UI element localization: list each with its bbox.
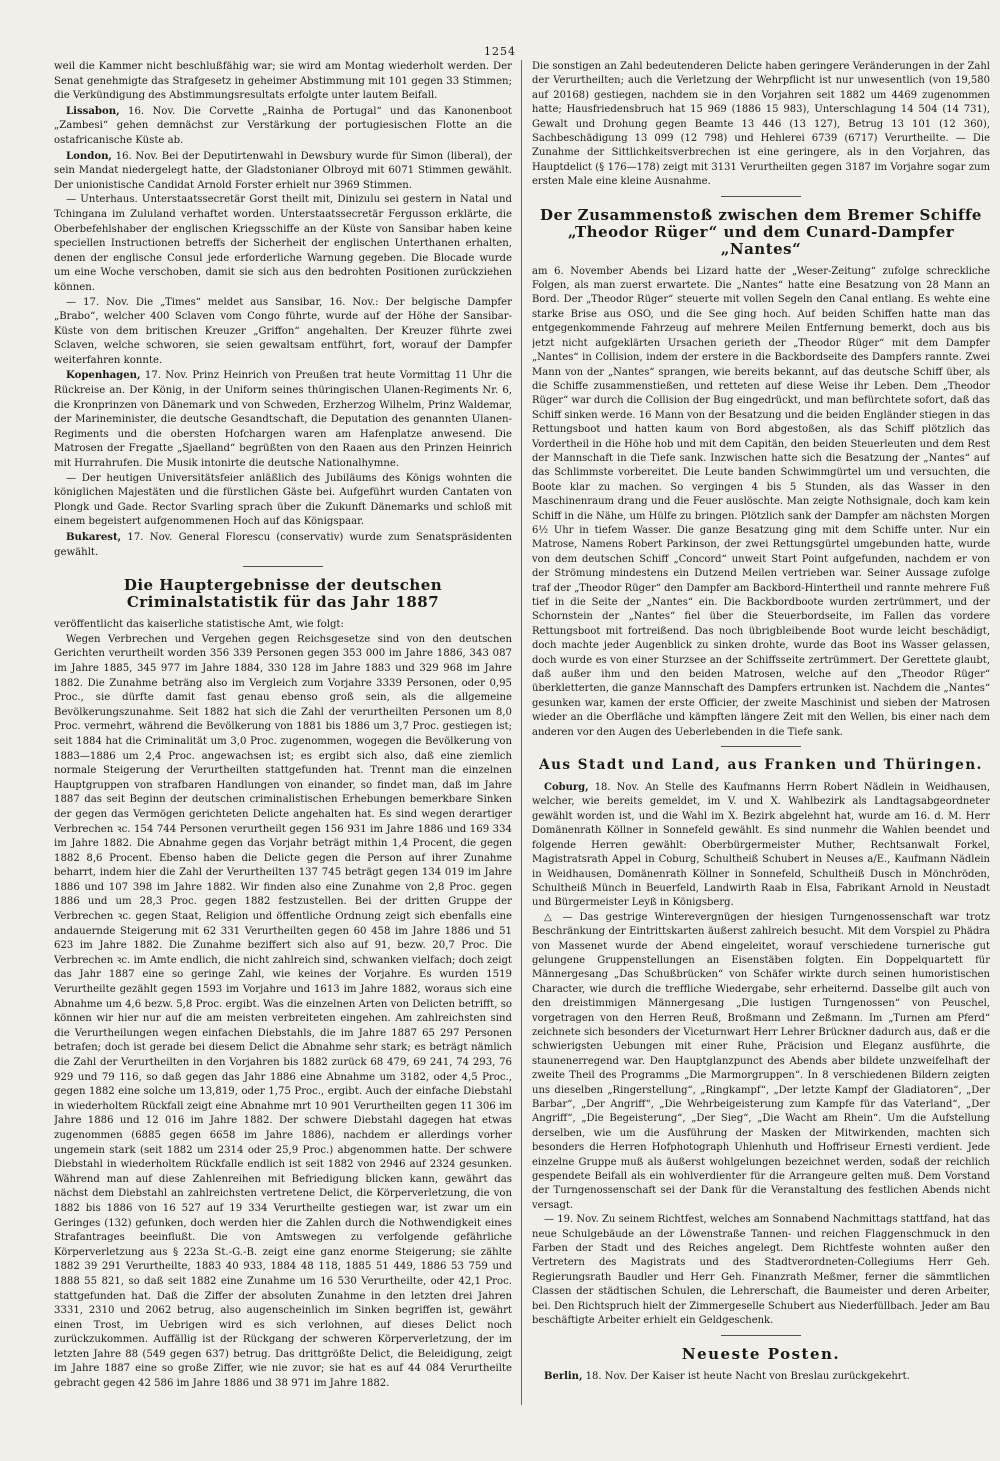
dateline-place: Coburg, — [544, 782, 589, 794]
dispatch-coburg — [532, 781, 990, 911]
section-heading: Aus Stadt und Land, aus Franken und Thüringen. — [539, 757, 983, 774]
article-heading: Der Zusammenstoß zwischen dem Bremer Schiffe „Theodor Rüger“ und dem Cunard-Dampfer „Nantes“ — [540, 205, 982, 258]
article-paragraph: △ — Das gestrige Winterevergnügen der hiesigen Turngenossenschaft war trotz Beschränkung der Eintrittskarten äußerst zahlreich besucht. Mit dem Vorspiel zu Phädra von Massenet wurde der Abend eingeleitet, worauf verschiedene turnerische gut gelungene Gruppenstellungen an Eisenstäben folgten. Ein Doppelquartett für Männergesang „Das Schußbrücken“ von Schäfer wirkte durch seinen humoristischen Character, wie durch die treffliche Wiedergabe, sehr erheiternd. Dasselbe gilt auch von den dreistimmigen Männergesang „Die lustigen Turngenossen“ von Peuschel, vorgetragen von den Herren Reuß, Broßmann und Zeßmann. Im „Turnen am Pferd“ zeichnete sich besonders der Viceturnwart Herr Lehrer Brückner dadurch aus, daß er die schwierigsten Uebungen mit einer Ruhe, Präcision und Eleganz ausführte, die staunenerregend war. Den Hauptglanzpunct des Abends aber bildete unzweifelhaft der zweite Theil des Programms „Die Marmorgruppen“. In 8 verschiedenen Bildern zeigten uns dieselben „Ringerstellung“, „Ringkampf“, „Der letzte Kampf der Gladiatoren“, „Der Barbar“, „Der Angriff“, „Die Wehrbeigeisterung zum Kampfe für das Vaterland“, „Der Angriff“, „Die Begeisterung“, „Der Sieg“, „Die Wacht am Rhein“. Um die Aufstellung derselben, wie um die Ausführung der Masken der Mitwirkenden, machten sich besonders die Herren Hofphotograph Uhlenhuth und Hoffriseur Ernesti verdient. Jede einzelne Gruppe muß als äußerst wohlgelungen bezeichnet werden, sodaß der reichlich gespendete Beifall als ein wohlverdienter für die Arrangeure gelten muß. Dem Vorstand der Turngenossenschaft sei der Dank für die Veranstaltung des festlichen Abends nicht versagt. — [532, 911, 990, 1211]
section-divider — [721, 746, 801, 747]
article-paragraph: — 17. Nov. Die „Times“ meldet aus Sansibar, 16. Nov.: Der belgische Dampfer „Brabo“, welcher 400 Sclaven vom Congo führte, wurde auf der Höhe der Sansibar-Küste von dem britischen Kreuzer „Griffon“ angehalten. Der Kreuzer führte zwei Sclaven, welche schworen, sie seien gewaltsam entführt, fort, worauf der Dampfer weiterfahren konnte. — [54, 296, 512, 366]
article-paragraph: — 19. Nov. Zu seinem Richtfest, welches am Sonnabend Nachmittags stattfand, hat das neue Schulgebäude an der Löwenstraße Tannen- und reichen Flaggenschmuck in den Farben der Stadt und des Reiches angelegt. Dem Richtfeste wohnten außer den Vertretern des Magistrats und des Stadtverordneten-Collegiums Herr Geh. Regierungsrath Baudler und Herr Geh. Finanzrath Meßmer, ferner die sämmtlichen Classen der städtischen Schulen, die Lehrerschaft, die Baumeister und deren Arbeiter, bei. Den Richtspruch hielt der Zimmergeselle Schubert aus Niederfüllbach. Jeder am Bau beschäftigte Arbeiter erhielt ein Geldgeschenk. — [532, 1214, 990, 1327]
dispatch-london — [54, 149, 512, 194]
dateline-place: London, — [66, 149, 112, 162]
dispatch-bucharest — [54, 530, 512, 560]
dispatch-text: 16. Nov. Die Corvette „Rainha de Portugal“ und das Kanonenboot „Zambesi“ gehen demnächst zur Verstärkung der portugiesischen Flotte an die ostafricanische Küste ab. — [54, 105, 512, 146]
article-paragraph: veröffentlicht das kaiserliche statistische Amt, wie folgt: — [54, 619, 344, 631]
dateline-place: Berlin, — [544, 1370, 583, 1382]
page-number: 1254 — [484, 45, 516, 58]
article-paragraph: am 6. November Abends bei Lizard hatte der „Weser-Zeitung“ zufolge schreckliche Folgen, als man zuerst erwartete. Die „Nantes“ hatte eine Besatzung von 28 Mann an Bord. Der „Theodor Rüger“ steuerte mit vollen Segeln den Canal entlang. Es wehte eine starke Brise aus OSO, und die See ging hoch. Auf beiden Schiffen hatte man das entgegenkommende Fahrzeug auf mehrere Meilen Entfernung bemerkt, doch aus bis jetzt nicht aufgeklärten Ursachen gerieth der „Theodor Rüger“ mit dem Dampfer „Nantes“ in Collision, indem der erstere in die Backbordseite des Dampfers rannte. Zwei Mann von der „Nantes“ sprangen, wie bereits bekannt, auf das deutsche Schiff über, als die Schiffe zusammenstießen, und retteten auf diese Weise ihr Leben. Dem „Theodor Rüger“ war durch die Collision der Bug eingedrückt, und man befürchtete sofort, daß das Schiff sinken werde. 16 Mann von der Besatzung und die beiden Engländer stiegen in das Rettungsboot und hatten kaum von Bord abgestoßen, als das Schiff plötzlich das Vordertheil in die Höhe hob und mit dem Capitän, den beiden Steuerleuten und dem Rest der Mannschaft in die Tiefe sank. Inzwischen hatte sich die Besatzung der „Nantes“ auf das Schlimmste vorbereitet. Die Leute banden Schwimmgürtel um und versuchten, die Boote klar zu machen. So vergingen 4 bis 5 Stunden, als das Wasser in den Maschinenraum drang und die Feuer auslöschte. Man zeigte Nothsignale, doch kam kein Schiff in die Nähe, um Hülfe zu bringen. Plötzlich sank der Dampfer am nächsten Morgen 6½ Uhr in tiefem Wasser. Die ganze Besatzung ging mit dem Schiffe unter. Nur ein Matrose, Namens Robert Parkinson, der zwei Rettungsgürtel umgebunden hatte, wurde von dem deutschen Schiff „Concord“ unweit Start Point aufgefunden, nachdem er von der Strömung mindestens ein Dutzend Meilen vertrieben war. Seiner Aussage zufolge traf der „Theodor Rüger“ den Dampfer am Backbord-Hintertheil und rannte mehrere Fuß tief in die Seite der „Nantes“ ein. Die Backbordboote wurden zertrümmert, und der Schornstein der „Nantes“ fiel über die Steuerbordseite, im Fallen das vordere Rettungsboot mit fortreißend. Das noch übrigbleibende Boot wurde leicht beschädigt, doch machte jeder Augenblick zu sinken drohte, wurde das Boot ins Wasser gelassen, doch wurde es von einer Sturzsee an der Schiffsseite zertrümmert. Der Gerettete glaubt, daß außer ihm und den beiden Matrosen, welche auf den „Theodor Rüger“ überkletterten, die ganze Mannschaft des Dampfers ertrunken ist. Nachdem die „Nantes“ gesunken war, kamen der erste Officier, der zweite Maschinist und sieben der Matrosen wieder an die Oberfläche und kämpften längere Zeit mit den Wellen, bis einer nach dem anderen vor den Augen des Ueberlebenden in die Tiefe sank. — [532, 265, 990, 738]
article-paragraph: weil die Kammer nicht beschlußfähig war; sie wird am Montag wiederholt werden. Der Senat genehmigte das Strafgesetz in geheimer Abstimmung mit 101 gegen 33 Stimmen; die Verkündigung des Abstimmungsresultats erfolgte unter lautem Beifall. — [54, 61, 512, 102]
section-divider — [721, 196, 801, 197]
dispatch-berlin — [532, 1370, 990, 1384]
left-column — [54, 60, 512, 1400]
dateline-place: Kopenhagen, — [66, 369, 141, 382]
article-paragraph: — Unterhaus. Unterstaatssecretär Gorst theilt mit, Dinizulu sei gestern in Natal und Tchingana im Zululand verhaftet worden. Unterstaatssecretär Fergusson erklärte, die Oberbefehlshaber der englischen Kriegsschiffe an der Küste von Sansibar haben keine speciellen Instructionen betreffs der Sicherheit der englischen Unterthanen erhalten, denen der englische Consul jede erforderliche Warnung gegeben. Die Blocade wurde um eine Woche verschoben, damit sie sich aus den bedrohten Positionen zurückziehen können. — [54, 194, 512, 293]
article-heading: Die Hauptergebnisse der deutschen Criminalstatistik für das Jahr 1887 — [123, 576, 443, 612]
article-paragraph: — Der heutigen Universitätsfeier anläßlich des Jubiläums des Königs wohnten die königlichen Majestäten und die fürstlichen Gäste bei. Aufgeführt wurden Cantaten von Plongk und Gade. Rector Svarling sprach über die Zukunft Dänemarks und schloß mit einem begeistert aufgenommenen Hoch auf das Königspaar. — [54, 472, 512, 528]
dispatch-text: 16. Nov. Bei der Deputirtenwahl in Dewsbury wurde für Simon (liberal), der sein Mandat niedergelegt hatte, der Gladstonianer Olbroyd mit 6071 Stimmen gewählt. Der unionistische Candidat Arnold Forster erhielt nur 3969 Stimmen. — [54, 150, 512, 191]
dispatch-text: 17. Nov. General Florescu (conservativ) wurde zum Senatspräsidenten gewählt. — [54, 532, 512, 558]
article-paragraph: Die sonstigen an Zahl bedeutenderen Delicte haben geringere Veränderungen in der Zahl der Verurtheilten; auch die Verletzung der Wehrpflicht ist nur unwesentlich (von 19,580 auf 20168) gestiegen, nachdem sie in den Vorjahren seit 1882 um 4469 zugenommen hatte; Hausfriedensbruch hat 15 969 (1886 15 983), Unterschlagung 14 504 (14 731), Gewalt und Drohung gegen Beamte 13 446 (13 127), Betrug 13 101 (12 360), Sachbeschädigung 13 099 (12 798) und Hehlerei 6739 (6717) Verurtheilte. — Die Zunahme der Sittlichkeitsverbrechen ist eine geringere, als in den Vorjahren, das Hauptdelict (§ 176—178) zeigt mit 3131 Verurtheilten gegen 3187 im Vorjahre sogar zum ersten Male eine kleine Ausnahme. — [532, 61, 990, 188]
article-paragraph: Wegen Verbrechen und Vergehen gegen Reichsgesetze sind von den deutschen Gerichten verurtheilt worden 356 339 Personen gegen 353 000 im Jahre 1886, 343 087 im Jahre 1885, 345 977 im Jahre 1884, 330 128 im Jahre 1883 und 329 968 im Jahre 1882. Die Zunahme beträng also im Vergleich zum Vorjahre 3339 Personen, oder 0,95 Proc., sie dürfte damit fast genau ebenso groß sein, als die allgemeine Bevölkerungszunahme. Seit 1882 hat sich die Zahl der verurtheilten Personen um 8,0 Proc. vermehrt, während die Bevölkerung von 1881 bis 1886 um 3,7 Proc. gestiegen ist; seit 1884 hat die Criminalität um 3,0 Proc. zugenommen, wogegen die Bevölkerung von 1883—1886 um 2,4 Proc. angewachsen ist; es ergibt sich also, daß eine ziemlich normale Steigerung der Verurtheilten stattgefunden hat. Trennt man die einzelnen Hauptgruppen von strafbaren Handlungen von einander, so findet man, daß im Jahre 1887 das seit Beginn der deutschen criminalistischen Erhebungen bemerkbare Sinken der gegen das Vermögen gerichteten Delicte angehalten hat. Es sind wegen derartiger Verbrechen ꝛc. 154 744 Personen verurtheilt gegen 156 931 im Jahre 1886 und 169 334 im Jahre 1882. Die Abnahme gegen das Vorjahr beträgt mithin 1,4 Procent, die gegen 1882 8,6 Procent. Ebenso haben die Delicte gegen die Person auf ihrer Zunahme beharrt, indem hier die Zahl der Verurtheilten 137 745 beträgt gegen 134 019 im Jahre 1886 und 107 398 im Jahre 1882. Wir finden also eine Zunahme von 2,8 Proc. gegen 1886 und um 28,3 Proc. gegen 1882 festzustellen. Bei der dritten Gruppe der Verbrechen ꝛc. gegen Staat, Religion und öffentliche Ordnung zeigt sich ebenfalls eine andauernde Steigerung mit 62 331 Verurtheilten gegen 60 458 im Jahre 1886 und 51 623 im Jahre 1882. Die Zunahme beziffert sich also auf 91, bezw. 20,7 Proc. Die Verbrechen ꝛc. im Amte endlich, die nicht zahlreich sind, schwanken vielfach; doch zeigt das Jahr 1887 eine so geringe Zahl, wie keines der Vorjahre. Es wurden 1519 Verurtheilte gezählt gegen 1593 im Vorjahre und 1613 im Jahre 1882, woraus sich eine Abnahme um 4,6 bezw. 5,8 Proc. ergibt. Was die einzelnen Arten von Delicten betrifft, so können wir hier nur auf die am meisten verbreiteten eingehen. Am zahlreichsten sind die Verurtheilungen wegen einfachen Diebstahls, die im Jahre 1887 65 297 Personen betrafen; doch ist gerade bei diesem Delict die Abnahme sehr stark; es beträgt nämlich die Zahl der Verurtheilten in den Vorjahren bis 1882 zurück 68 479, 69 241, 74 293, 76 929 und 79 116, so daß gegen das Jahr 1886 eine Abnahme um 3182, oder 4,5 Proc., gegen 1882 eine solche um 13,819, oder 1,75 Proc., ergibt. Auch der einfache Diebstahl in wiederholtem Rückfall zeigt eine Abnahme mrt 10 901 Verurtheilten gegen 11 306 im Jahre 1886 und 12 016 im Jahre 1882. Der schwere Diebstahl dagegen hat etwas zugenommen (6885 gegen 6658 im Jahre 1886), nachdem er allerdings vorher ungemein stark (seit 1882 um 2314 oder 25,9 Proc.) abgenommen hatte. Der schwere Diebstahl in wiederholtem Rückfalle endlich ist seit 1882 von 2946 auf 2324 gesunken. Während man auf diese Zahlenreihen mit Befriedigung blicken kann, gewährt das nächst dem Diebstahl an zahlreichsten vertretene Delict, die Körperverletzung, die von 1882 bis 1886 von 16 527 auf 19 334 Verurtheilte gestiegen war, ist zwar um ein Geringes (132) gefunken, doch werden hier die Zahlen durch die Nothwendigkeit eines Strafantrages beeinflußt. Die von Amtswegen zu verfolgende gefährliche Körperverletzung aus § 223a St.-G.-B. zeigt eine ganz enorme Steigerung; sie zählte 1882 39 291 Verurtheilte, 1883 40 933, 1884 48 118, 1885 51 449, 1886 53 759 und 1888 55 821, so daß seit 1882 eine Zunahme um 16 530 Verurtheilte, oder 42,1 Proc. stattgefunden hat. Daß die Ziffer der absoluten Zunahme in den letzten drei Jahren 3331, 2310 und 2062 betrug, also augenscheinlich im Sinken begriffen ist, gewährt einen Trost, im Uebrigen wird es sich verlohnen, auf dieses Delict noch zurückzukommen. Auffällig ist der Rückgang der schweren Körperverletzung, der im letzten Jahre 88 (549 gegen 637) betrug. Das drittgrößte Delict, die Beleidigung, zeigt im Jahre 1887 eine so große Ziffer, wie nie zuvor; sie hat es auf 44 084 Verurtheilte gebracht gegen 42 586 im Jahre 1886 und 38 971 im Jahre 1882. — [54, 633, 512, 1390]
dispatch-text: 17. Nov. Prinz Heinrich von Preußen trat heute Vormittag 11 Uhr die Rückreise an. Der König, in der Uniform seines thüringischen Ulanen-Regiments Nr. 6, die Kronprinzen von Dänemark und von Schweden, Erzherzog Wilhelm, Prinz Waldemar, der Marineminister, die deutsche Gesandtschaft, die Deputation des genannten Ulanen-Regiments und die obersten Hofchargen waren am Hafenplatze anwesend. Die Matrosen der Fregatte „Sjaelland“ begrüßten von den Raaen aus den Prinzen Heinrich mit Hurrahrufen. Die Musik intonirte die deutsche Nationalhymne. — [54, 370, 512, 470]
section-divider — [721, 1335, 801, 1336]
column-divider — [521, 60, 522, 1405]
dateline-place: Lissabon, — [66, 104, 120, 117]
dispatch-copenhagen — [54, 368, 512, 471]
dispatch-lisbon — [54, 104, 512, 149]
section-divider — [243, 566, 323, 567]
right-column — [532, 60, 990, 1400]
dateline-place: Bukarest, — [66, 531, 122, 543]
dispatch-text: 18. Nov. An Stelle des Kaufmanns Herrn Robert Nädlein in Weidhausen, welcher, wie bereits gemeldet, im V. und X. Wahlbezirk als Landtagsabgeordneter gewählt worden ist, und die Wahl im X. Bezirk abgelehnt hat, wurde am 16. d. M. Herr Domänenrath Köllner in Sonnefeld gewählt. Es sind nunmehr die Wahlen beendet und folgende Herren gewählt: Oberbürgermeister Muther, Rechtsanwalt Forkel, Magistratsrath Appel in Coburg, Schultheiß Schubert in Neuses a/E., Kaufmann Nädlein in Weidhausen, Domänenrath Köllner in Sonnefeld, Schultheiß Dusch in Mönchröden, Schultheiß Münch in Beuerfeld, Landwirth Raab in Elsa, Fabrikant Arnold in Neustadt und Bürgermeister Leyß in Königsberg. — [532, 782, 990, 909]
section-heading: Neueste Posten. — [681, 1344, 841, 1363]
dispatch-text: 18. Nov. Der Kaiser ist heute Nacht von Breslau zurückgekehrt. — [585, 1370, 910, 1382]
